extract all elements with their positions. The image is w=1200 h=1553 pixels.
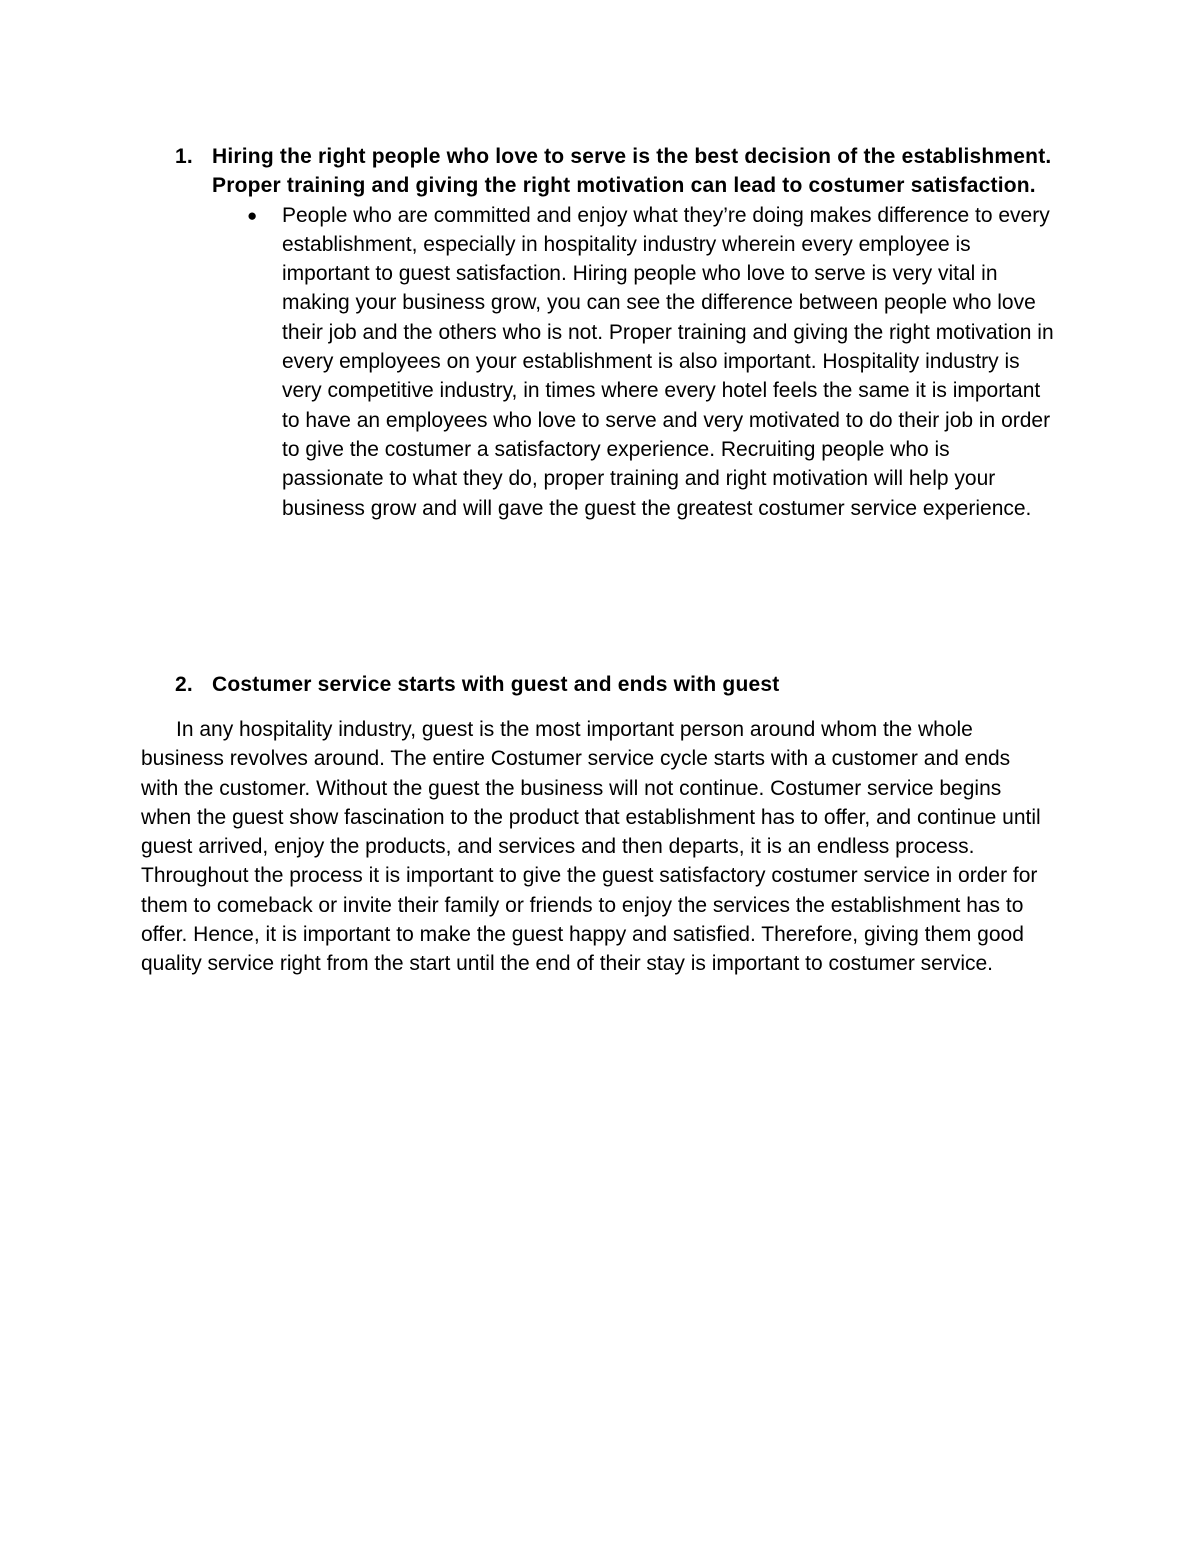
list-item-2-heading: Costumer service starts with guest and ends with guest [212, 673, 780, 696]
bullet-dot-icon: ● [247, 205, 258, 225]
list-item-1-heading: Hiring the right people who love to serve is the best decision of the establishment. Proper training and giving the right motivation can lead to costumer satisfaction. [212, 145, 1052, 198]
list-item-1 [175, 142, 1055, 523]
list-item-2 [175, 670, 1055, 699]
bullet-item [175, 201, 1055, 523]
list-item-2-number: 2. [175, 673, 193, 696]
bullet-text: People who are committed and enjoy what they’re doing makes difference to every establishment, especially in hospitality industry wherein every employee is important to guest satisfaction. Hiring people who love to serve is very vital in making your business grow, you can see the difference between people who love their job and the others who is not. Proper training and giving the right motivation in every employees on your establishment is also important. Hospitality industry is very competitive industry, in times where every hotel feels the same it is important to have an employees who love to serve and very motivated to do their job in order to give the costumer a satisfactory experience. Recruiting people who is passionate to what they do, proper training and right motivation will help your business grow and will gave the guest the greatest costumer service experience. [282, 203, 1054, 520]
list-item-1-number: 1. [175, 145, 193, 168]
body-paragraph: In any hospitality industry, guest is the most important person around whom the whole business revolves around. The entire Costumer service cycle starts with a customer and ends with the customer. Without the guest the business will not continue. Costumer service begins when the guest show fascination to the product that establishment has to offer, and continue until guest arrived, enjoy the products, and services and then departs, it is an endless process. Throughout the process it is important to give the guest satisfactory costumer service in order for them to comeback or invite their family or friends to enjoy the services the establishment has to offer. Hence, it is important to make the guest happy and satisfied. Therefore, giving them good quality service right from the start until the end of their stay is important to costumer service. [141, 718, 1041, 976]
